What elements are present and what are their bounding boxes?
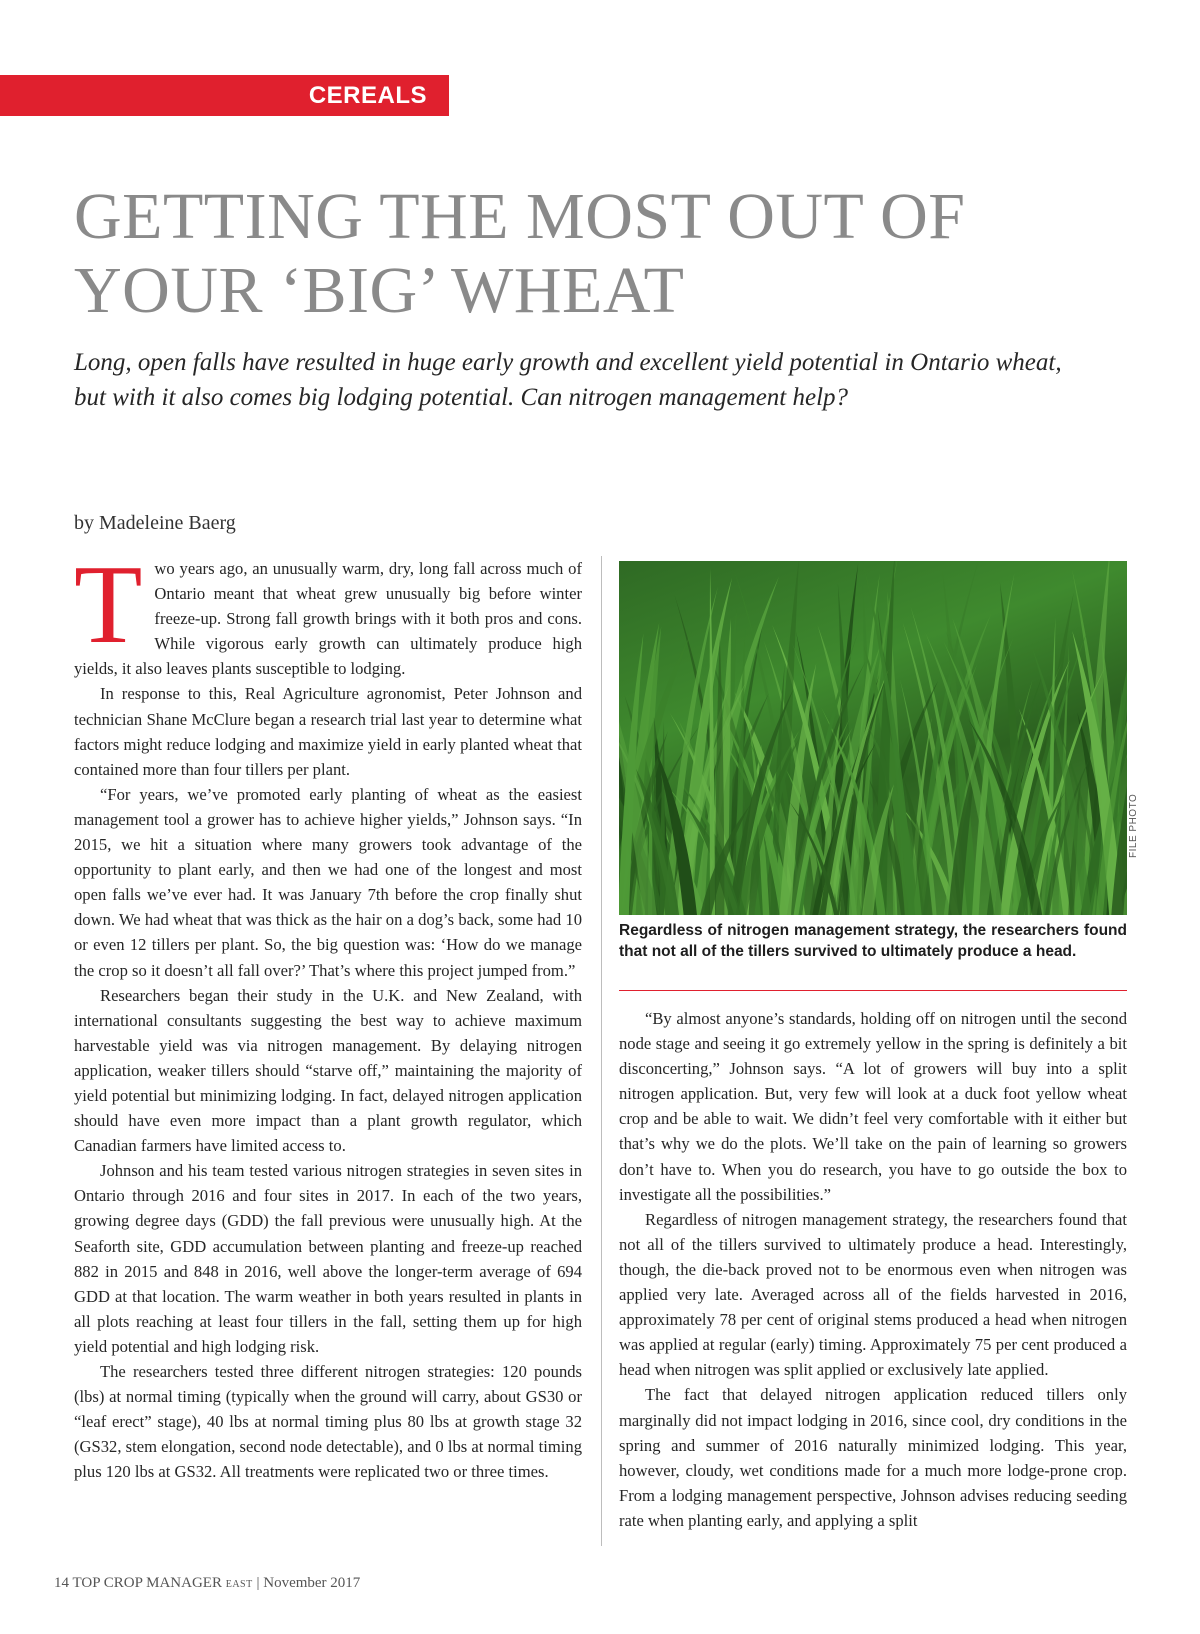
grass-illustration (619, 561, 1127, 915)
paragraph: The researchers tested three different nitrogen strategies: 120 pounds (lbs) at normal timing (typically when the ground will carry, about GS30 or “leaf erect” stage), 40 lbs at normal timing plus 80 lbs at growth stage 32 (GS32, stem elongation, second node detectable), and 0 lbs at normal timing plus 120 lbs at GS32. All treatments were replicated two or three times. (74, 1362, 582, 1482)
photo-caption: Regardless of nitrogen management strategy, the researchers found that not all of the tillers survived to ultimately produce a head. (619, 922, 1127, 960)
paragraph: Regardless of nitrogen management strategy, the researchers found that not all of the tillers survived to ultimately produce a head. Interestingly, though, the die-back proved not to be enormous even when nitrogen was applied very late. Averaged across all of the fields harvested in 2016, approximately 78 per cent of original stems produced a head when nitrogen was applied at regular (early) timing. Approximately 75 per cent produced a head when nitrogen was split applied or exclusively late applied. (619, 1209, 1127, 1380)
drop-cap: T (74, 543, 143, 667)
headline-line-1: GETTING THE MOST OUT OF (74, 180, 966, 253)
byline: by Madeleine Baerg (74, 512, 236, 534)
section-label: CEREALS (0, 75, 449, 116)
right-column (619, 1006, 1127, 1533)
footer-separator: | (256, 1575, 260, 1591)
magazine-edition: EAST (225, 1579, 253, 1590)
paragraph: The fact that delayed nitrogen application reduced tillers only marginally did not impact lodging in 2016, since cool, dry conditions in the spring and summer of 2016 naturally minimized lodging. This year, however, cloudy, wet conditions made for a much more lodge-prone crop. From a lodging management perspective, Johnson advises reducing seeding rate when planting early, and applying a split (619, 1385, 1127, 1530)
deck-line-2: but with it also comes big lodging potential. Can nitrogen management help? (74, 384, 849, 411)
page-footer (54, 1575, 360, 1592)
paragraph: Researchers began their study in the U.K. and New Zealand, with international consultants suggesting the best way to achieve maximum harvestable yield was via nitrogen management. By delaying nitrogen application, weaker tillers should “starve off,” maintaining the majority of yield potential but minimizing lodging. In fact, delayed nitrogen application should have even more impact than a plant growth regulator, which Canadian farmers have limited access to. (74, 985, 582, 1156)
paragraph: “For years, we’ve promoted early planting of wheat as the easiest management tool a grower has to achieve higher yields,” Johnson says. “In 2015, we hit a situation where many growers took advantage of the opportunity to plant early, and then we had one of the longest and most open falls we’ve ever had. It was January 7th before the crop finally shut down. We had wheat that was thick as the hair on a dog’s back, some had 10 or even 12 tillers per plant. So, the big question was: ‘How do we manage the crop so it doesn’t all fall over?’ That’s where this project jumped from.” (74, 784, 582, 980)
issue-date: November 2017 (263, 1575, 361, 1591)
article-deck (74, 345, 1134, 415)
magazine-name: TOP CROP MANAGER (72, 1575, 222, 1591)
photo-credit: FILE PHOTO (1128, 793, 1139, 858)
column-divider (601, 556, 602, 1546)
article-headline (74, 180, 1134, 328)
paragraph-text: wo years ago, an unusually warm, dry, long fall across much of Ontario meant that wheat grew unusually big before winter freeze-up. Strong fall growth brings with it both pros and cons. While vigorous early growth can ultimately produce high yields, it also leaves plants susceptible to lodging. (74, 559, 582, 679)
paragraph: “By almost anyone’s standards, holding off on nitrogen until the second node stage and seeing it go extremely yellow in the spring is definitely a bit disconcerting,” Johnson says. “A lot of growers will buy into a split nitrogen application. But, very few will look at a duck foot yellow wheat crop and be able to wait. We didn’t feel very comfortable with it either but that’s why we do the plots. We’ll take on the pain of learning so growers don’t have to. When you do research, you have to go outside the box to investigate all the possibilities.” (619, 1009, 1127, 1204)
left-column (74, 543, 582, 1484)
paragraph: In response to this, Real Agriculture agronomist, Peter Johnson and technician Shane McClure began a research trial last year to determine what factors might reduce lodging and maximize yield in early planted wheat that contained more than four tillers per plant. (74, 684, 582, 779)
page-number: 14 (54, 1575, 69, 1591)
deck-line-1: Long, open falls have resulted in huge early growth and excellent yield potential in Ontario wheat, (74, 349, 1062, 376)
headline-line-2: YOUR ‘BIG’ WHEAT (74, 254, 685, 327)
paragraph: Johnson and his team tested various nitrogen strategies in seven sites in Ontario through 2016 and four sites in 2017. In each of the two years, growing degree days (GDD) the fall previous were unusually high. At the Seaforth site, GDD accumulation between planting and freeze-up reached 882 in 2015 and 848 in 2016, well above the longer-term average of 694 GDD at that location. The warm weather in both years resulted in plants in all plots reaching at least four tillers in the fall, setting them up for high yield potential and high lodging risk. (74, 1161, 582, 1356)
wheat-photo (619, 561, 1127, 915)
caption-divider (619, 990, 1127, 991)
paragraph (74, 543, 582, 681)
